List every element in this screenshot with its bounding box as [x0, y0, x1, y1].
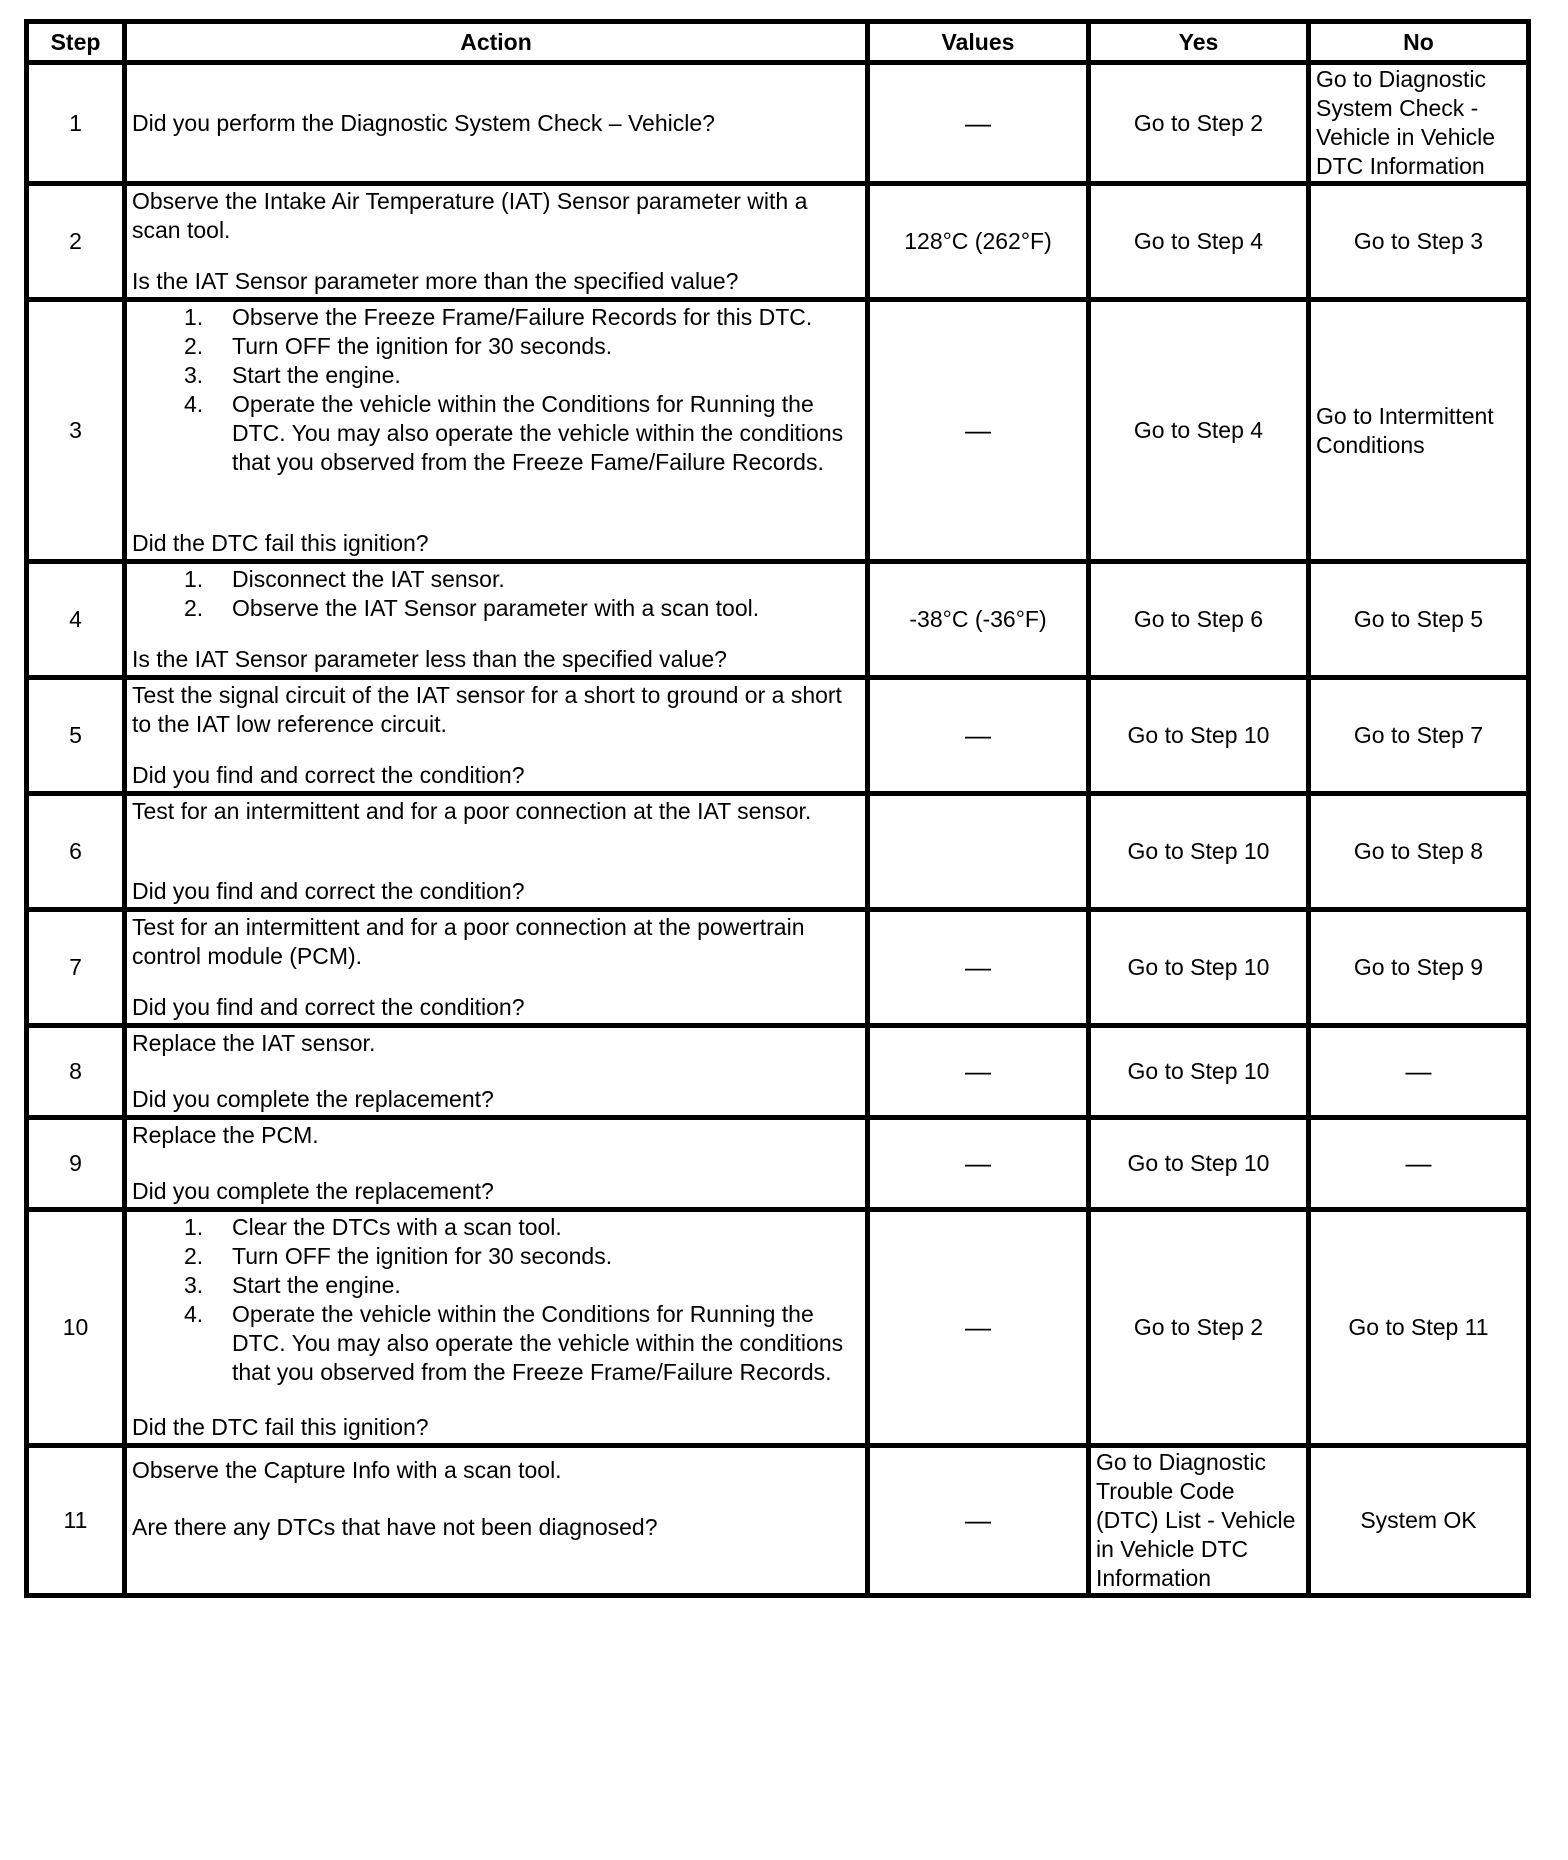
yes-action: Go to Step 2: [1089, 1210, 1309, 1446]
value-cell: —: [868, 910, 1089, 1026]
no-action: Go to Intermittent Conditions: [1309, 300, 1529, 562]
action-substep: [184, 1242, 860, 1271]
action-instruction: Test for an intermittent and for a poor connection at the powertrain control module (PCM).: [132, 914, 805, 969]
action-cell: [125, 794, 868, 910]
value-cell: —: [868, 1446, 1089, 1596]
no-action: Go to Step 3: [1309, 184, 1529, 300]
no-action: —: [1309, 1026, 1529, 1118]
action-substep: [184, 1213, 860, 1242]
action-substeps: [132, 565, 860, 623]
yes-action: Go to Step 10: [1089, 794, 1309, 910]
substep-text: Turn OFF the ignition for 30 seconds.: [232, 1243, 613, 1269]
action-cell: [125, 63, 868, 184]
action-instruction: Test for an intermittent and for a poor connection at the IAT sensor.: [132, 798, 812, 824]
substep-number: 2.: [184, 333, 204, 359]
action-cell: [125, 300, 868, 562]
substep-number: 3.: [184, 362, 204, 388]
table-row: [27, 1118, 1529, 1210]
table-row: [27, 1026, 1529, 1118]
no-action: System OK: [1309, 1446, 1529, 1596]
action-question: Did the DTC fail this ignition?: [132, 1414, 429, 1440]
action-instruction: Observe the Capture Info with a scan tool.: [132, 1457, 562, 1483]
action-question: Did you find and correct the condition?: [132, 878, 525, 904]
value-cell: [868, 794, 1089, 910]
step-number: 8: [27, 1026, 125, 1118]
header-action: Action: [125, 22, 868, 63]
table-row: [27, 678, 1529, 794]
action-substep: [184, 390, 860, 477]
substep-number: 1.: [184, 1214, 204, 1240]
value-cell: 128°C (262°F): [868, 184, 1089, 300]
action-question: Did the DTC fail this ignition?: [132, 530, 429, 556]
action-substep: [184, 1271, 860, 1300]
no-action: Go to Diagnostic System Check - Vehicle in Vehicle DTC Information: [1309, 63, 1529, 184]
value-cell: -38°C (-36°F): [868, 562, 1089, 678]
substep-text: Turn OFF the ignition for 30 seconds.: [232, 333, 613, 359]
no-action: Go to Step 7: [1309, 678, 1529, 794]
yes-action: Go to Step 2: [1089, 63, 1309, 184]
action-cell: [125, 184, 868, 300]
header-step: Step: [27, 22, 125, 63]
no-action: Go to Step 9: [1309, 910, 1529, 1026]
step-number: 9: [27, 1118, 125, 1210]
substep-text: Disconnect the IAT sensor.: [232, 566, 505, 592]
action-cell: [125, 562, 868, 678]
action-substep: [184, 1300, 860, 1387]
substep-text: Operate the vehicle within the Conditions for Running the DTC. You may also operate the vehicle within the conditions that you observed from the Freeze Fame/Failure Records.: [232, 391, 844, 475]
yes-action: Go to Step 4: [1089, 184, 1309, 300]
action-question: Did you complete the replacement?: [132, 1086, 494, 1112]
table-row: [27, 562, 1529, 678]
action-cell: [125, 1118, 868, 1210]
action-substep: [184, 594, 860, 623]
substep-number: 2.: [184, 595, 204, 621]
substep-text: Observe the Freeze Frame/Failure Records for this DTC.: [232, 304, 813, 330]
action-cell: [125, 1026, 868, 1118]
table-row: [27, 1210, 1529, 1446]
action-substep: [184, 361, 860, 390]
action-cell: [125, 678, 868, 794]
table-row: [27, 1446, 1529, 1596]
action-question: Did you find and correct the condition?: [132, 762, 525, 788]
no-action: Go to Step 5: [1309, 562, 1529, 678]
yes-action: Go to Diagnostic Trouble Code (DTC) List - Vehicle in Vehicle DTC Information: [1089, 1446, 1309, 1596]
step-number: 11: [27, 1446, 125, 1596]
action-question: Did you complete the replacement?: [132, 1178, 494, 1204]
step-number: 10: [27, 1210, 125, 1446]
action-instruction: Test the signal circuit of the IAT sensor for a short to ground or a short to the IAT low reference circuit.: [132, 682, 842, 737]
action-cell: [125, 1446, 868, 1596]
value-cell: —: [868, 1210, 1089, 1446]
substep-number: 3.: [184, 1272, 204, 1298]
step-number: 7: [27, 910, 125, 1026]
action-question: Are there any DTCs that have not been diagnosed?: [132, 1514, 658, 1540]
step-number: 1: [27, 63, 125, 184]
action-question: Did you perform the Diagnostic System Check – Vehicle?: [132, 109, 715, 136]
step-number: 3: [27, 300, 125, 562]
header-no: No: [1309, 22, 1529, 63]
substep-text: Clear the DTCs with a scan tool.: [232, 1214, 562, 1240]
yes-action: Go to Step 10: [1089, 1026, 1309, 1118]
action-question: Did you find and correct the condition?: [132, 994, 525, 1020]
substep-number: 4.: [184, 1301, 204, 1327]
action-substep: [184, 303, 860, 332]
yes-action: Go to Step 6: [1089, 562, 1309, 678]
substep-text: Observe the IAT Sensor parameter with a scan tool.: [232, 595, 760, 621]
action-question: Is the IAT Sensor parameter less than the specified value?: [132, 646, 727, 672]
no-action: Go to Step 11: [1309, 1210, 1529, 1446]
step-number: 6: [27, 794, 125, 910]
table-row: [27, 63, 1529, 184]
table-row: [27, 300, 1529, 562]
value-cell: —: [868, 1118, 1089, 1210]
no-action: —: [1309, 1118, 1529, 1210]
table-row: [27, 184, 1529, 300]
step-number: 5: [27, 678, 125, 794]
substep-text: Start the engine.: [232, 362, 401, 388]
yes-action: Go to Step 10: [1089, 678, 1309, 794]
header-row: [27, 22, 1529, 63]
action-cell: [125, 1210, 868, 1446]
action-substeps: [132, 1213, 860, 1387]
yes-action: Go to Step 10: [1089, 910, 1309, 1026]
yes-action: Go to Step 4: [1089, 300, 1309, 562]
substep-text: Operate the vehicle within the Conditions for Running the DTC. You may also operate the vehicle within the conditions that you observed from the Freeze Frame/Failure Records.: [232, 1301, 844, 1385]
diagnostic-table: [24, 19, 1531, 1598]
substep-number: 2.: [184, 1243, 204, 1269]
action-substep: [184, 565, 860, 594]
header-values: Values: [868, 22, 1089, 63]
value-cell: —: [868, 1026, 1089, 1118]
action-substeps: [132, 303, 860, 477]
step-number: 2: [27, 184, 125, 300]
action-substep: [184, 332, 860, 361]
substep-text: Start the engine.: [232, 1272, 401, 1298]
substep-number: 1.: [184, 566, 204, 592]
action-question: Is the IAT Sensor parameter more than the specified value?: [132, 268, 739, 294]
yes-action: Go to Step 10: [1089, 1118, 1309, 1210]
substep-number: 4.: [184, 391, 204, 417]
action-instruction: Replace the IAT sensor.: [132, 1030, 376, 1056]
value-cell: —: [868, 678, 1089, 794]
no-action: Go to Step 8: [1309, 794, 1529, 910]
action-instruction: Observe the Intake Air Temperature (IAT) Sensor parameter with a scan tool.: [132, 188, 808, 243]
value-cell: —: [868, 300, 1089, 562]
table-row: [27, 794, 1529, 910]
action-instruction: Replace the PCM.: [132, 1122, 319, 1148]
step-number: 4: [27, 562, 125, 678]
header-yes: Yes: [1089, 22, 1309, 63]
value-cell: —: [868, 63, 1089, 184]
substep-number: 1.: [184, 304, 204, 330]
action-cell: [125, 910, 868, 1026]
table-row: [27, 910, 1529, 1026]
